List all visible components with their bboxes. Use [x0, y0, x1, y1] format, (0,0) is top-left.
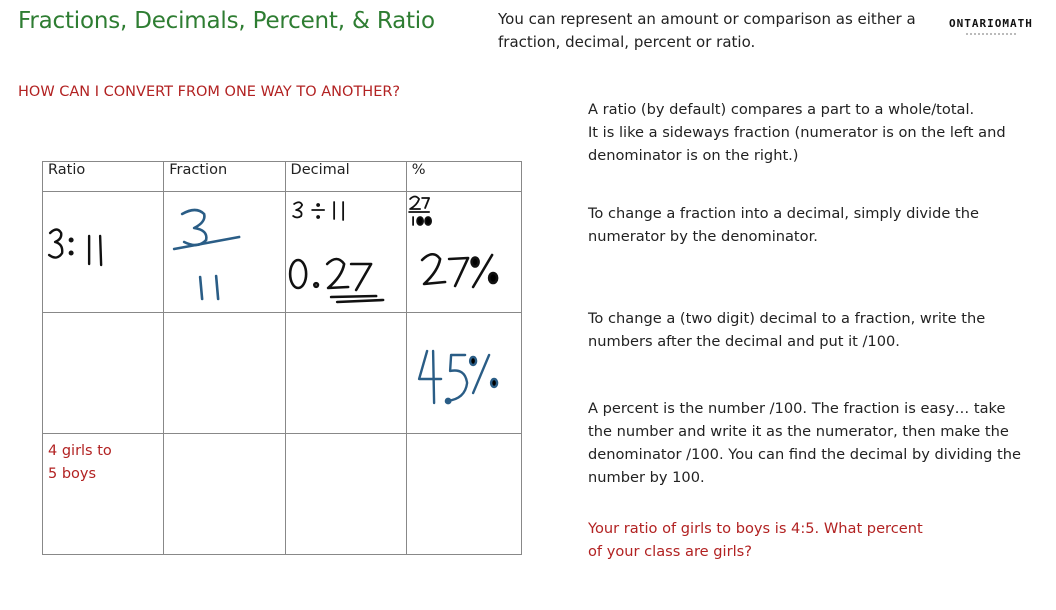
- cell-fraction-3-11: [164, 192, 285, 313]
- table-row: [43, 313, 522, 434]
- cell-percent-45: [406, 313, 521, 434]
- table-row: [43, 192, 522, 313]
- handwritten-percent-45: [407, 313, 521, 433]
- cell-fraction-empty: [164, 313, 285, 434]
- cell-percent-27: [406, 192, 521, 313]
- intro-text: You can represent an amount or comparison as either a fraction, decimal, percent or ratio.: [498, 10, 916, 51]
- cell-decimal-0-27: [285, 192, 406, 313]
- brand-name: ONTARIOMATH: [949, 17, 1033, 30]
- cell-ratio-empty: [43, 313, 164, 434]
- conversion-table: [42, 161, 522, 555]
- cell-ratio-girls-boys: [43, 434, 164, 555]
- note-percent: A percent is the number /100. The fraction is easy… take the number and write it as the numerator, then make the denominator /100. You can find the decimal by dividing the number by 100.: [588, 400, 1021, 486]
- brand-mark-icon: [961, 32, 1021, 36]
- cell-percent-empty: [406, 434, 521, 555]
- column-header-fraction: Fraction: [164, 162, 285, 192]
- handwritten-fraction: [164, 192, 284, 312]
- cell-decimal-empty: [285, 313, 406, 434]
- handwritten-percent: [407, 192, 521, 312]
- column-header-percent: %: [406, 162, 521, 192]
- cell-fraction-empty: [164, 434, 285, 555]
- handwritten-ratio: [43, 192, 163, 312]
- cell-ratio-3-11: [43, 192, 164, 313]
- note-class-question: Your ratio of girls to boys is 4:5. What percent of your class are girls?: [588, 520, 923, 560]
- brand-logo: [949, 17, 1033, 36]
- page-title: Fractions, Decimals, Percent, & Ratio: [18, 8, 435, 34]
- question-heading: HOW CAN I CONVERT FROM ONE WAY TO ANOTHER?: [18, 84, 401, 100]
- table-header-row: [43, 162, 522, 192]
- column-header-decimal: Decimal: [285, 162, 406, 192]
- note-decimal-to-fraction: To change a (two digit) decimal to a fraction, write the numbers after the decimal and put it /100.: [588, 310, 986, 350]
- note-ratio-definition: A ratio (by default) compares a part to a whole/total. It is like a sideways fraction (numerator is on the left and denominator is on the right.): [588, 101, 1006, 164]
- ratio-girls-boys-text: 4 girls to 5 boys: [48, 443, 112, 482]
- handwritten-decimal: [286, 192, 406, 312]
- column-header-ratio: Ratio: [43, 162, 164, 192]
- cell-decimal-empty: [285, 434, 406, 555]
- note-fraction-to-decimal: To change a fraction into a decimal, simply divide the numerator by the denominator.: [588, 205, 979, 245]
- table-row: [43, 434, 522, 555]
